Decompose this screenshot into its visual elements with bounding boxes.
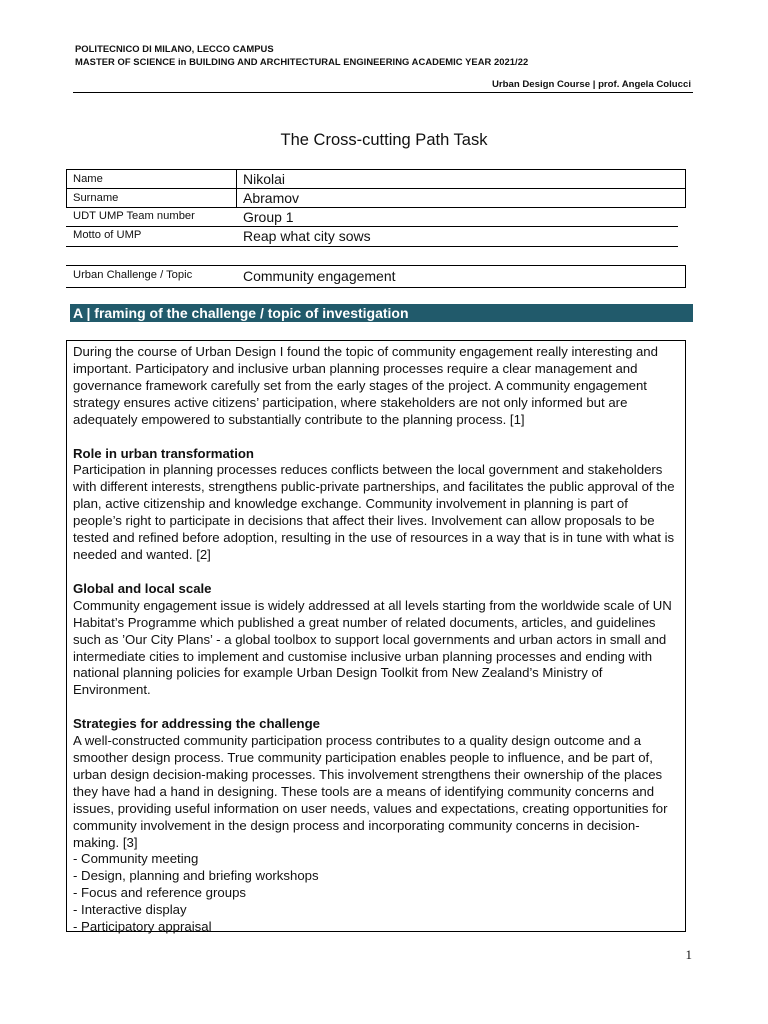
intro-paragraph: During the course of Urban Design I found the topic of community engagement really interesting and important. Participatory and inclusive urban planning processes require a clear management and governance framework carefully set from the early stages of the project. A community engagement strategy ensures active citizens’ participation, where stakeholders are not only informed but are adequately empowered to substantially contribute to the planning process. [1] bbox=[73, 344, 658, 427]
team-row bbox=[66, 207, 678, 226]
topic-row bbox=[66, 265, 686, 288]
surname-value: Abramov bbox=[237, 189, 686, 208]
surname-label: Surname bbox=[67, 189, 237, 208]
page-number: 1 bbox=[685, 947, 692, 962]
team-label: UDT UMP Team number bbox=[73, 210, 195, 222]
surname-row bbox=[67, 189, 686, 208]
list-item: - Participatory appraisal bbox=[73, 919, 212, 935]
document-header bbox=[75, 43, 528, 68]
strategies-heading: Strategies for addressing the challenge bbox=[73, 716, 320, 732]
topic-value: Community engagement bbox=[243, 268, 396, 284]
name-label: Name bbox=[67, 170, 237, 189]
institution-line: POLITECNICO DI MILANO, LECCO CAMPUS bbox=[75, 43, 274, 54]
section-heading: A | framing of the challenge / topic of investigation bbox=[70, 304, 693, 322]
course-line: Urban Design Course | prof. Angela Colucci bbox=[491, 79, 691, 90]
list-item: - Focus and reference groups bbox=[73, 885, 246, 901]
list-item: - Design, planning and briefing workshops bbox=[73, 868, 319, 884]
role-heading: Role in urban transformation bbox=[73, 445, 254, 461]
motto-label: Motto of UMP bbox=[73, 229, 142, 241]
section-content-box bbox=[66, 340, 686, 935]
role-paragraph: Participation in planning processes reduces conflicts between the local government and stakeholders with different interests, strengthens public-private partnerships, and facilitates the public approval of the plan, active citizenship and knowledge exchange. Community involvement in planning is part of people’s right to participate in decisions that affect their lives. Involvement can allow proposals to be tested and refined before adoption, resulting in the use of resources in a way that is in tune with what is needed and wanted. [2] bbox=[73, 462, 675, 562]
name-value: Nikolai bbox=[237, 170, 686, 189]
scale-heading: Global and local scale bbox=[73, 580, 212, 596]
strategies-paragraph: A well-constructed community participation process contributes to a quality design outcome and a smoother design process. True community participation enables people to influence, and be part of, urban design decision-making processes. This involvement strengthens their ownership of the places they have had a hand in designing. These tools are a means of identifying community concerns and issues, providing useful information on user needs, values and expectations, creating opportunities for community involvement in the design process and incorporating community concerns in decision-making. [3] bbox=[73, 733, 668, 850]
list-item: - Interactive display bbox=[73, 902, 187, 918]
list-item: - Community meeting bbox=[73, 851, 199, 867]
motto-row bbox=[66, 226, 678, 247]
student-info-table bbox=[66, 169, 686, 208]
motto-value: Reap what city sows bbox=[243, 228, 371, 244]
header-divider bbox=[73, 92, 693, 93]
topic-label: Urban Challenge / Topic bbox=[73, 269, 193, 281]
team-value: Group 1 bbox=[243, 209, 294, 225]
scale-paragraph: Community engagement issue is widely addressed at all levels starting from the worldwide scale of UN Habitat’s Programme which published a great number of related documents, articles, and guidelines such as ’Our City Plans’ - a global toolbox to support local governments and urban actors in small and intermediate cities to implement and customise inclusive urban planning processes and ending with national planning policies for example Urban Design Toolkit from New Zealand’s Ministry of Environment. bbox=[73, 597, 672, 698]
program-line: MASTER OF SCIENCE in BUILDING AND ARCHITECTURAL ENGINEERING ACADEMIC YEAR 2021/22 bbox=[75, 55, 529, 67]
name-row bbox=[67, 170, 686, 189]
document-title: The Cross-cutting Path Task bbox=[280, 131, 488, 149]
strategies-list bbox=[73, 851, 679, 936]
